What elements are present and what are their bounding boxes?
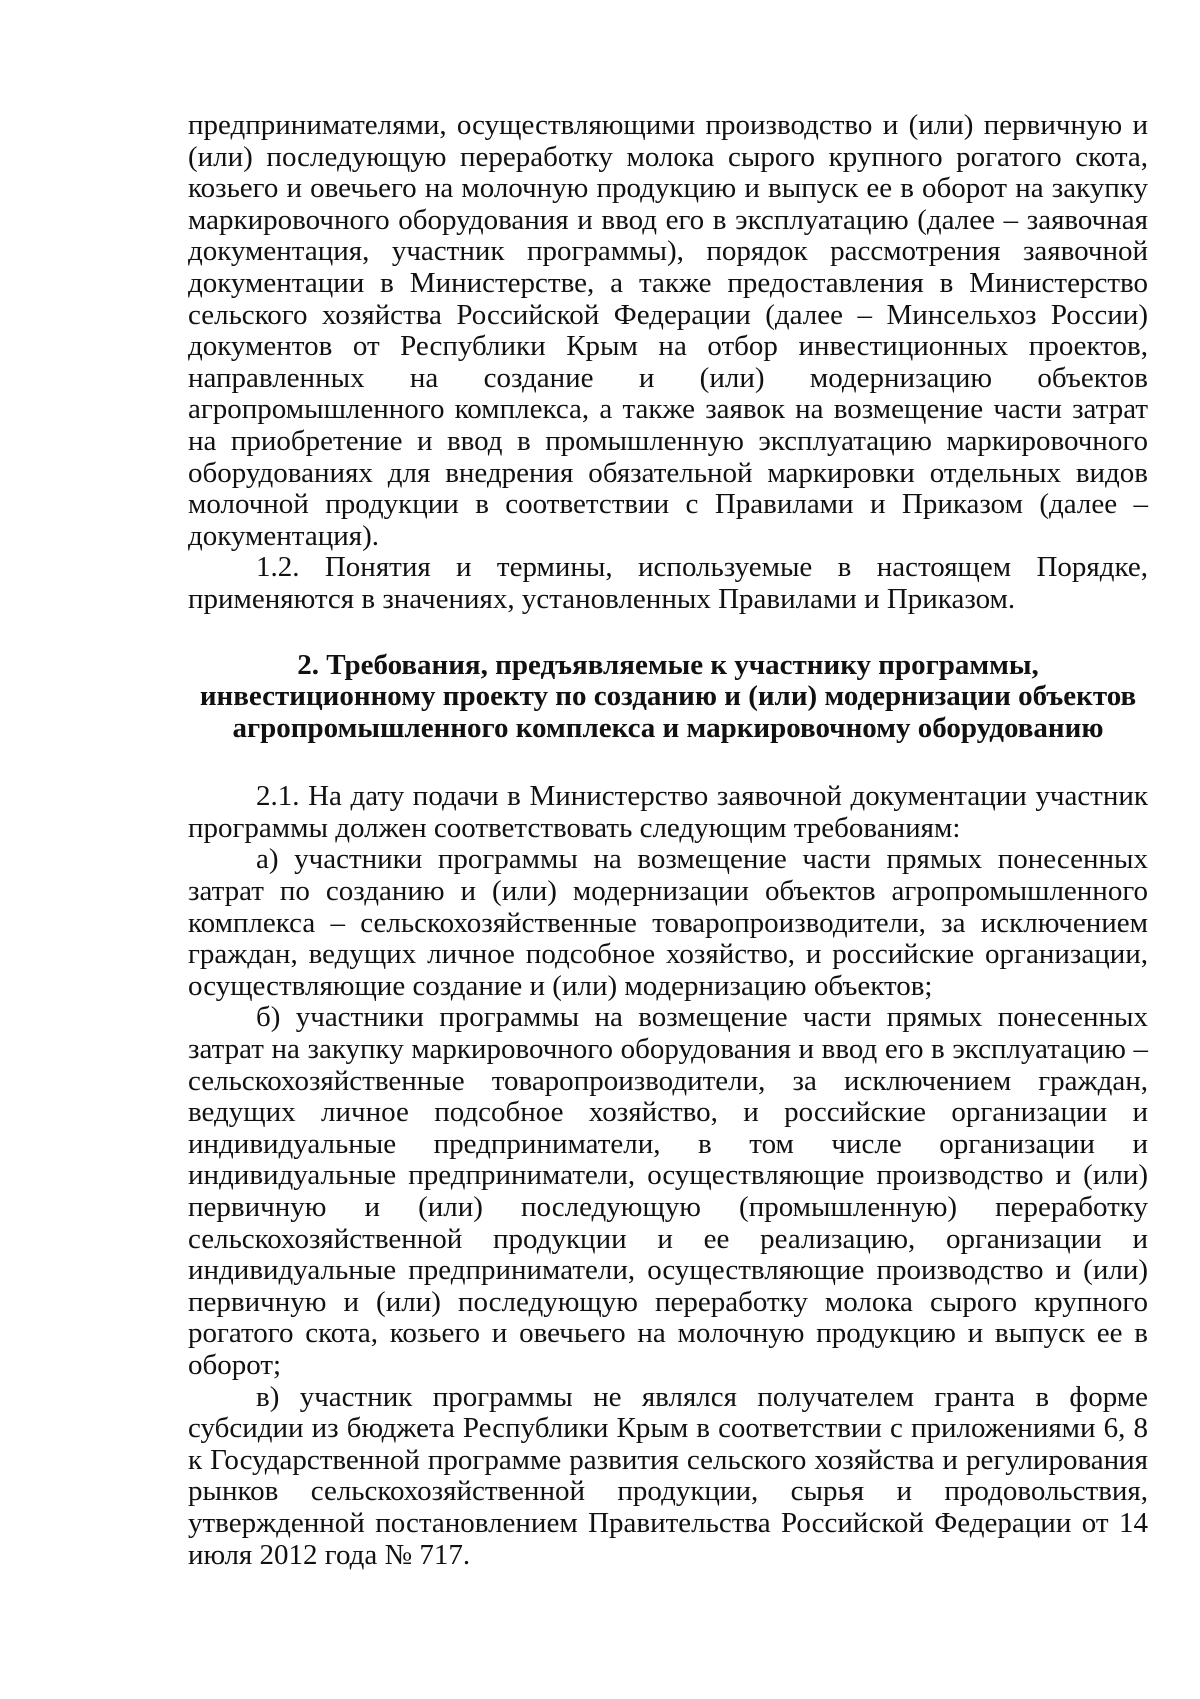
- paragraph-1-2: 1.2. Понятия и термины, используемые в настоящем Порядке, применяются в значениях, установленных Правилами и Приказом.: [188, 551, 1148, 615]
- paragraph-2-1: 2.1. На дату подачи в Министерство заявочной документации участник программы должен соответствовать следующим требованиям:: [188, 780, 1148, 844]
- section-2-heading: 2. Требования, предъявляемые к участнику программы, инвестиционному проекту по созданию и (или) модернизации объектов агропромышленного комплекса и маркировочному оборудованию: [199, 648, 1137, 744]
- document-page: [188, 110, 1148, 1571]
- item-v: в) участник программы не являлся получателем гранта в форме субсидии из бюджета Республики Крым в соответствии с приложениями 6, 8 к Государственной программе развития сельского хозяйства и регулирования рынков сельскохозяйственной продукции, сырья и продовольствия, утвержденной постановлением Правительства Российской Федерации от 14 июля 2012 года № 717.: [188, 1380, 1148, 1571]
- item-b: б) участники программы на возмещение части прямых понесенных затрат на закупку маркировочного оборудования и ввод его в эксплуатацию – сельскохозяйственные товаропроизводители, за исключением граждан, ведущих личное подсобное хозяйство, и российские организации и индивидуальные предприниматели, в том числе организации и индивидуальные предприниматели, осуществляющие производство и (или) первичную и (или) последующую (промышленную) переработку сельскохозяйственной продукции и ее реализацию, организации и индивидуальные предприниматели, осуществляющие производство и (или) первичную и (или) последующую переработку молока сырого крупного рогатого скота, козьего и овечьего на молочную продукцию и выпуск ее в оборот;: [188, 1001, 1148, 1381]
- paragraph-continuation: предпринимателями, осуществляющими производство и (или) первичную и (или) последующую переработку молока сырого крупного рогатого скота, козьего и овечьего на молочную продукцию и выпуск ее в оборот на закупку маркировочного оборудования и ввод его в эксплуатацию (далее – заявочная документация, участник программы), порядок рассмотрения заявочной документации в Министерстве, а также предоставления в Министерство сельского хозяйства Российской Федерации (далее – Минсельхоз России) документов от Республики Крым на отбор инвестиционных проектов, направленных на создание и (или) модернизацию объектов агропромышленного комплекса, а также заявок на возмещение части затрат на приобретение и ввод в промышленную эксплуатацию маркировочного оборудованиях для внедрения обязательной маркировки отдельных видов молочной продукции в соответствии с Правилами и Приказом (далее – документация).: [188, 109, 1148, 552]
- item-a: а) участники программы на возмещение части прямых понесенных затрат по созданию и (или) модернизации объектов агропромышленного комплекса – сельскохозяйственные товаропроизводители, за исключением граждан, ведущих личное подсобное хозяйство, и российские организации, осуществляющие создание и (или) модернизацию объектов;: [188, 843, 1148, 1002]
